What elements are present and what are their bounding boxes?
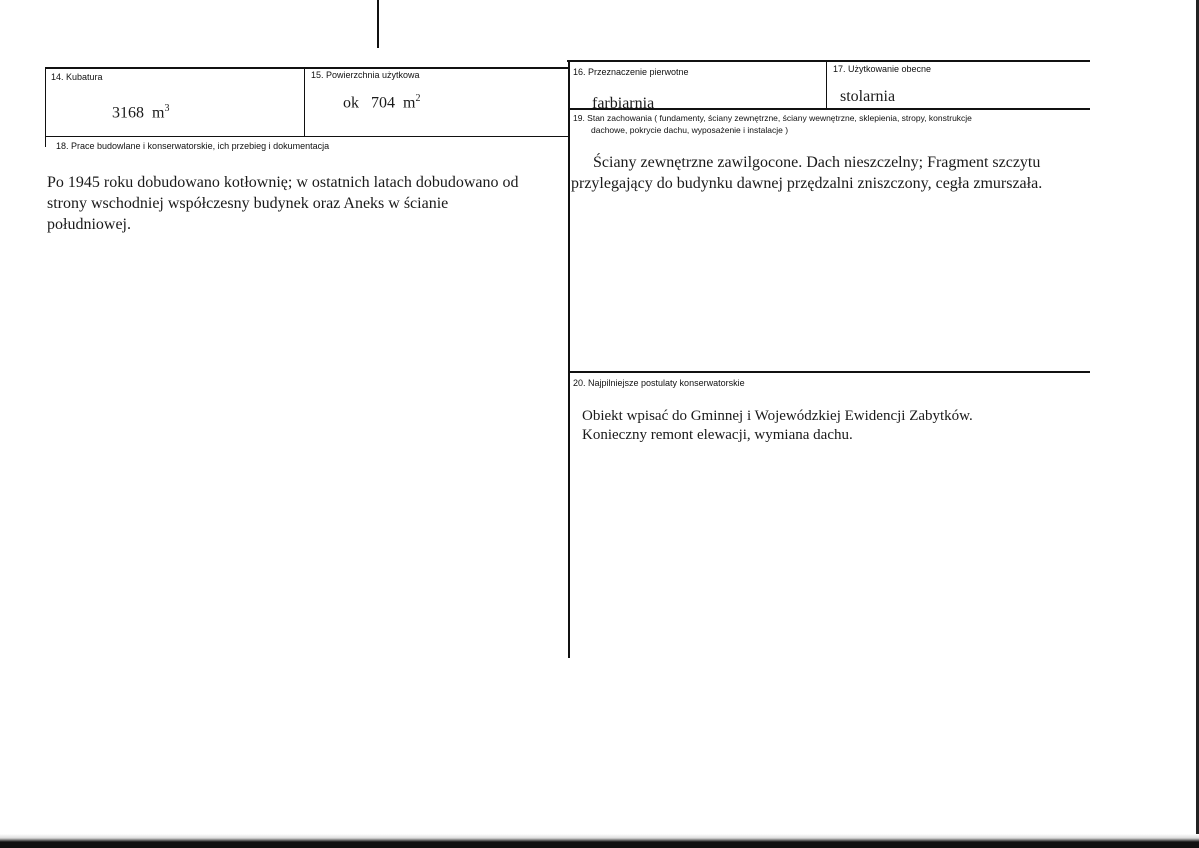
- right-row3-line: [568, 371, 1090, 373]
- field-14-label: 14. Kubatura: [51, 72, 103, 82]
- field-17-value: stolarnia: [840, 88, 896, 105]
- field-18-line: południowej.: [47, 216, 131, 233]
- field-17-label: 17. Użytkowanie obecne: [833, 64, 932, 74]
- field-19-label-line2: dachowe, pokrycie dachu, wyposażenie i instalacje ): [591, 125, 789, 135]
- field-15-number: 704: [371, 94, 395, 112]
- field-14-exponent: 3: [164, 103, 170, 114]
- field-15-prefix: ok: [343, 94, 359, 112]
- field-14-number: 3168: [112, 104, 144, 122]
- field-14-unit: m: [152, 104, 165, 122]
- field-19-line: Ściany zewnętrzne zawilgocone. Dach nieszczelny; Fragment szczytu: [593, 154, 1041, 171]
- field-18-line: Po 1945 roku dobudowano kotłownię; w ostatnich latach dobudowano od: [47, 174, 519, 191]
- top-stub-line: [377, 0, 379, 48]
- scan-bottom-edge: [0, 834, 1199, 848]
- field-16-label: 16. Przeznaczenie pierwotne: [573, 67, 689, 77]
- left-row2-line: [45, 136, 568, 137]
- field-15-unit: m: [403, 94, 416, 112]
- field-18-line: strony wschodniej współczesny budynek oraz Aneks w ścianie: [47, 195, 449, 212]
- field-18-label: 18. Prace budowlane i konserwatorskie, ich przebieg i dokumentacja: [56, 141, 330, 151]
- field-20-line: Konieczny remont elewacji, wymiana dachu.: [582, 427, 853, 443]
- row1-top-line-left: [45, 67, 570, 69]
- field-15-label: 15. Powierzchnia użytkowa: [311, 70, 420, 80]
- main-vertical-divider: [568, 62, 570, 658]
- field-20-line: Obiekt wpisać do Gminnej i Wojewódzkiej Ewidencji Zabytków.: [582, 408, 973, 424]
- field-15-value: [343, 93, 420, 112]
- field-14-value: [112, 103, 169, 122]
- field-20-label: 20. Najpilniejsze postulaty konserwatorskie: [573, 378, 745, 388]
- divider-16-17: [826, 60, 827, 110]
- field-16-value: farbiarnia: [592, 95, 655, 112]
- field-15-exponent: 2: [415, 93, 421, 104]
- field-18-text: [47, 172, 567, 235]
- field-19-line: przylegający do budynku dawnej przędzalni zniszczony, cegła zmurszała.: [571, 175, 1043, 192]
- field-20-text: [582, 407, 1082, 445]
- left-frame-line: [45, 67, 46, 147]
- row1-top-line-right: [567, 60, 1090, 62]
- divider-14-15: [304, 67, 305, 137]
- field-19-text: [571, 152, 1091, 194]
- field-19-label-line1: 19. Stan zachowania ( fundamenty, ściany zewnętrzne, ściany wewnętrzne, sklepienia, stropy, konstrukcje: [573, 113, 972, 123]
